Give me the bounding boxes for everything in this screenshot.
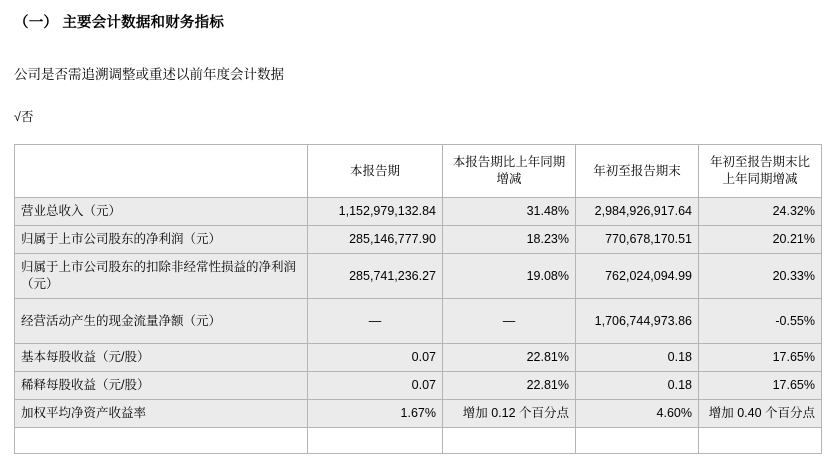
row-label: 经营活动产生的现金流量净额（元） [15, 299, 308, 344]
row-value: 0.07 [308, 372, 443, 400]
row-value: 增加 0.12 个百分点 [443, 400, 576, 428]
row-label: 加权平均净资产收益率 [15, 400, 308, 428]
row-value: 770,678,170.51 [576, 226, 699, 254]
row-value: 24.32% [699, 198, 822, 226]
table-row [15, 226, 822, 254]
row-value [576, 428, 699, 454]
table-row [15, 254, 822, 299]
row-value: 285,741,236.27 [308, 254, 443, 299]
column-header-ytd: 年初至报告期末 [576, 145, 699, 198]
column-header-current-period-yoy: 本报告期比上年同期增减 [443, 145, 576, 198]
row-value: -0.55% [699, 299, 822, 344]
row-value [308, 428, 443, 454]
row-label: 归属于上市公司股东的净利润（元） [15, 226, 308, 254]
row-value: 1,152,979,132.84 [308, 198, 443, 226]
row-value: 4.60% [576, 400, 699, 428]
answer-text: √否 [14, 110, 34, 124]
table-row [15, 299, 822, 344]
document-page [0, 6, 835, 458]
row-label: 归属于上市公司股东的扣除非经常性损益的净利润（元） [15, 254, 308, 299]
column-header-current-period: 本报告期 [308, 145, 443, 198]
row-value: 1,706,744,973.86 [576, 299, 699, 344]
row-value: 0.18 [576, 372, 699, 400]
row-value: 19.08% [443, 254, 576, 299]
section-title: （一） 主要会计数据和财务指标 [14, 15, 225, 31]
row-value: 17.65% [699, 344, 822, 372]
row-label: 基本每股收益（元/股） [15, 344, 308, 372]
row-value: 0.07 [308, 344, 443, 372]
row-label: 营业总收入（元） [15, 198, 308, 226]
row-value: 31.48% [443, 198, 576, 226]
row-value [443, 428, 576, 454]
row-label [15, 428, 308, 454]
financial-indicators-table [14, 144, 822, 454]
table-row [15, 400, 822, 428]
question-text: 公司是否需追溯调整或重述以前年度会计数据 [14, 67, 284, 82]
row-value: 20.21% [699, 226, 822, 254]
row-value: 20.33% [699, 254, 822, 299]
row-value: 18.23% [443, 226, 576, 254]
row-value: — [443, 299, 576, 344]
table-header-row [15, 145, 822, 198]
table-row [15, 198, 822, 226]
row-value [699, 428, 822, 454]
row-value: — [308, 299, 443, 344]
row-label: 稀释每股收益（元/股） [15, 372, 308, 400]
row-value: 285,146,777.90 [308, 226, 443, 254]
row-value: 17.65% [699, 372, 822, 400]
row-value: 0.18 [576, 344, 699, 372]
row-value: 762,024,094.99 [576, 254, 699, 299]
column-header-blank [15, 145, 308, 198]
column-header-ytd-yoy: 年初至报告期末比上年同期增减 [699, 145, 822, 198]
row-value: 22.81% [443, 344, 576, 372]
table-row [15, 344, 822, 372]
row-value: 增加 0.40 个百分点 [699, 400, 822, 428]
row-value: 2,984,926,917.64 [576, 198, 699, 226]
row-value: 22.81% [443, 372, 576, 400]
row-value: 1.67% [308, 400, 443, 428]
table-row [15, 372, 822, 400]
table-row-partial [15, 428, 822, 454]
